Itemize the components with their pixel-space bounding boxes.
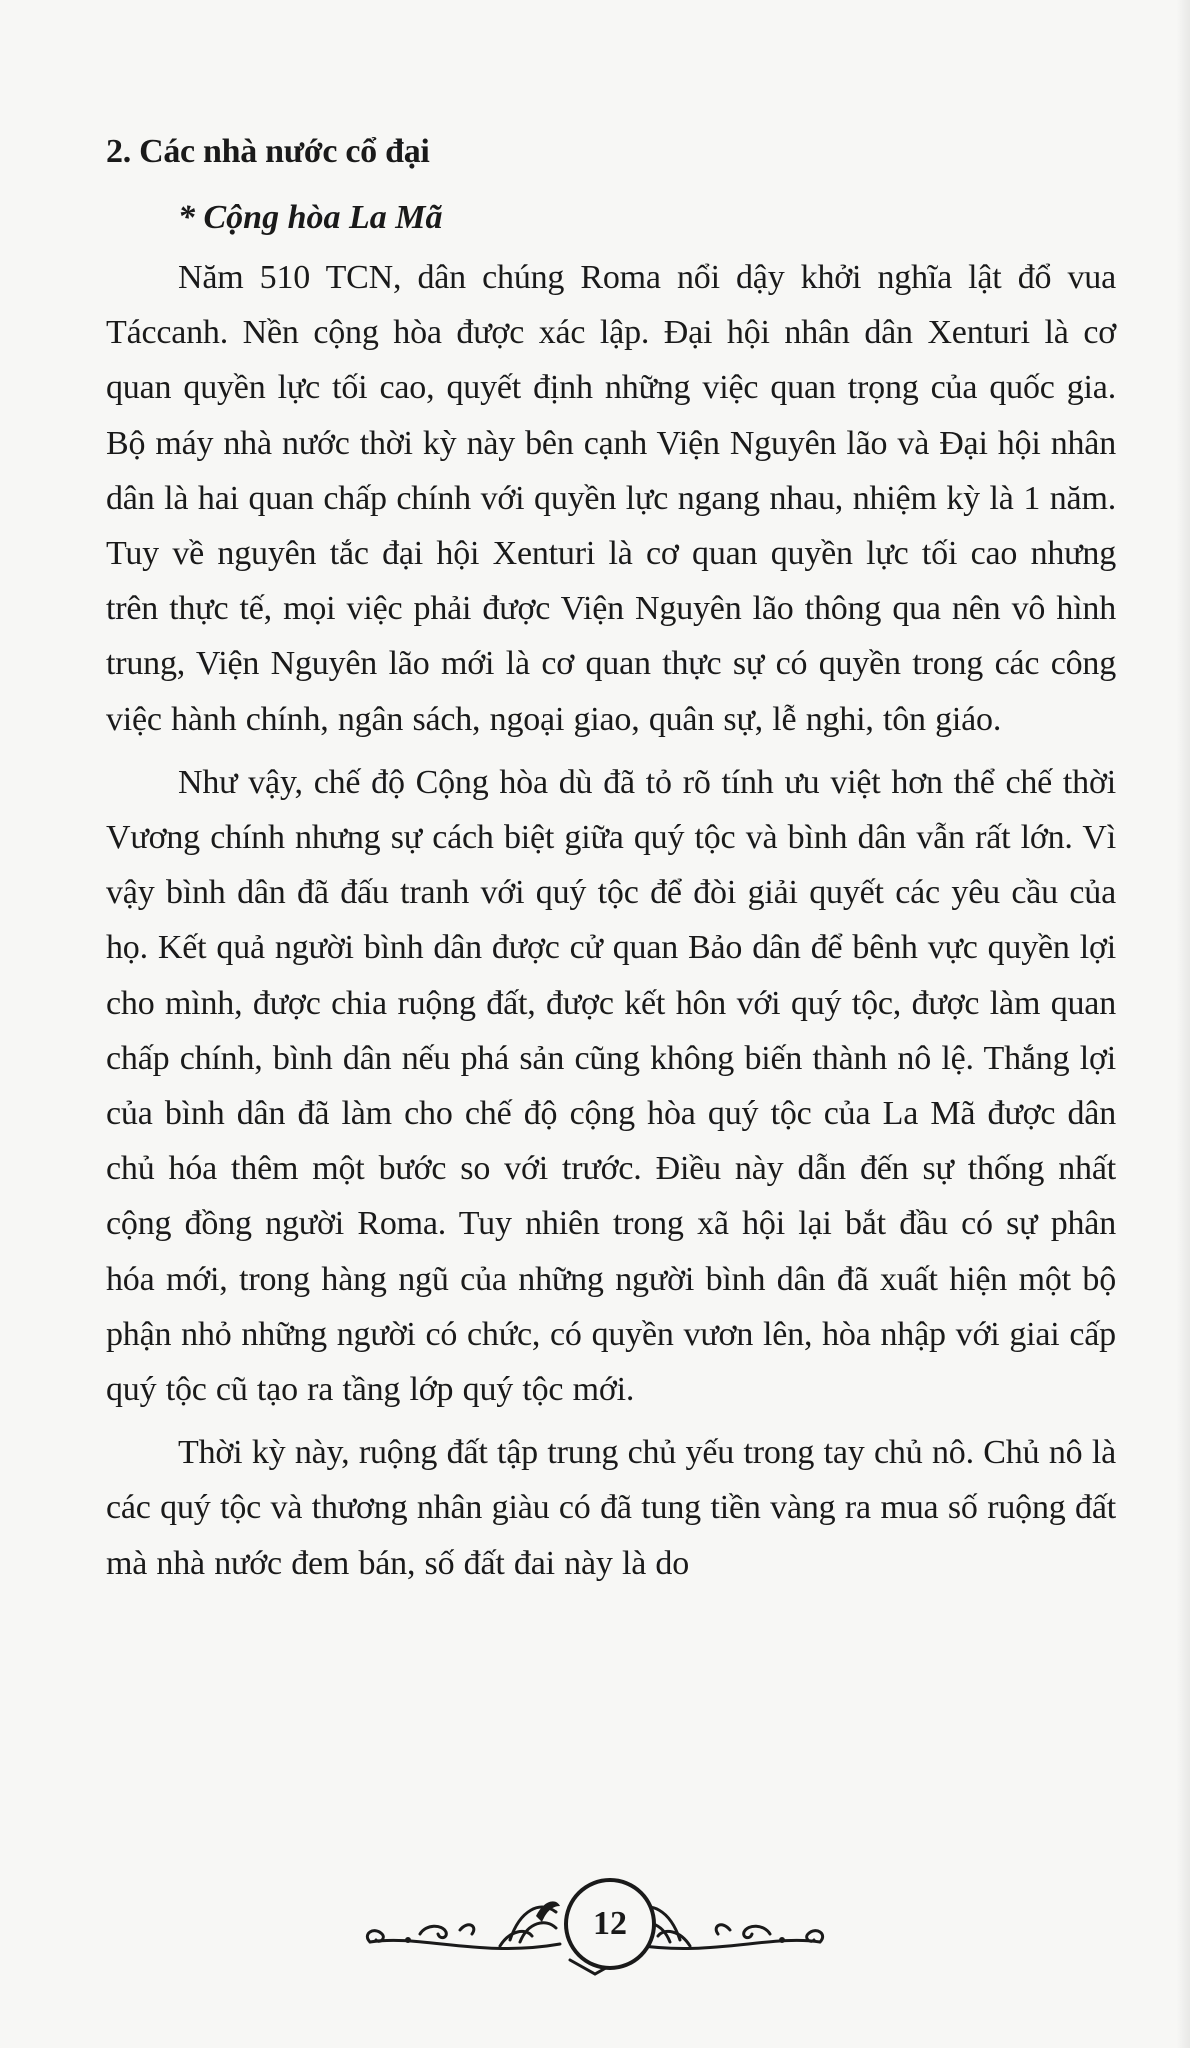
paragraph-3: Thời kỳ này, ruộng đất tập trung chủ yếu trong tay chủ nô. Chủ nô là các quý tộc và thương nhân giàu có đã tung tiền vàng ra mua số ruộng đất mà nhà nước đem bán, số đất đai này là do <box>106 1434 1116 1582</box>
page-content <box>106 130 1116 1599</box>
page-footer <box>360 1870 830 1980</box>
paragraph-2: Như vậy, chế độ Cộng hòa dù đã tỏ rõ tính ưu việt hơn thể chế thời Vương chính nhưng sự cách biệt giữa quý tộc và bình dân vẫn rất lớn. Vì vậy bình dân đã đấu tranh với quý tộc để đòi giải quyết các yêu cầu của họ. Kết quả người bình dân được cử quan Bảo dân để bênh vực quyền lợi cho mình, được chia ruộng đất, được kết hôn với quý tộc, được làm quan chấp chính, bình dân nếu phá sản cũng không biến thành nô lệ. Thắng lợi của bình dân đã làm cho chế độ cộng hòa quý tộc của La Mã được dân chủ hóa thêm một bước so với trước. Điều này dẫn đến sự thống nhất cộng đồng người Roma. Tuy nhiên trong xã hội lại bắt đầu có sự phân hóa mới, trong hàng ngũ của những người bình dân đã xuất hiện một bộ phận nhỏ những người có chức, có quyền vươn lên, hòa nhập với giai cấp quý tộc cũ tạo ra tầng lớp quý tộc mới. <box>106 763 1116 1409</box>
paragraph-1: Năm 510 TCN, dân chúng Roma nổi dậy khởi nghĩa lật đổ vua Táccanh. Nền cộng hòa được xác lập. Đại hội nhân dân Xenturi là cơ quan quyền lực tối cao, quyết định những việc quan trọng của quốc gia. Bộ máy nhà nước thời kỳ này bên cạnh Viện Nguyên lão và Đại hội nhân dân là hai quan chấp chính với quyền lực ngang nhau, nhiệm kỳ là 1 năm. Tuy về nguyên tắc đại hội Xenturi là cơ quan quyền lực tối cao nhưng trên thực tế, mọi việc phải được Viện Nguyên lão thông qua nên vô hình trung, Viện Nguyên lão mới là cơ quan thực sự có quyền trong các công việc hành chính, ngân sách, ngoại giao, quân sự, lễ nghi, tôn giáo. <box>106 259 1116 738</box>
page-number: 12 <box>564 1878 656 1970</box>
section-heading: 2. Các nhà nước cổ đại <box>106 133 430 170</box>
page-edge-shadow <box>1176 0 1190 2048</box>
subsection-heading: * Cộng hòa La Mã <box>178 199 443 236</box>
